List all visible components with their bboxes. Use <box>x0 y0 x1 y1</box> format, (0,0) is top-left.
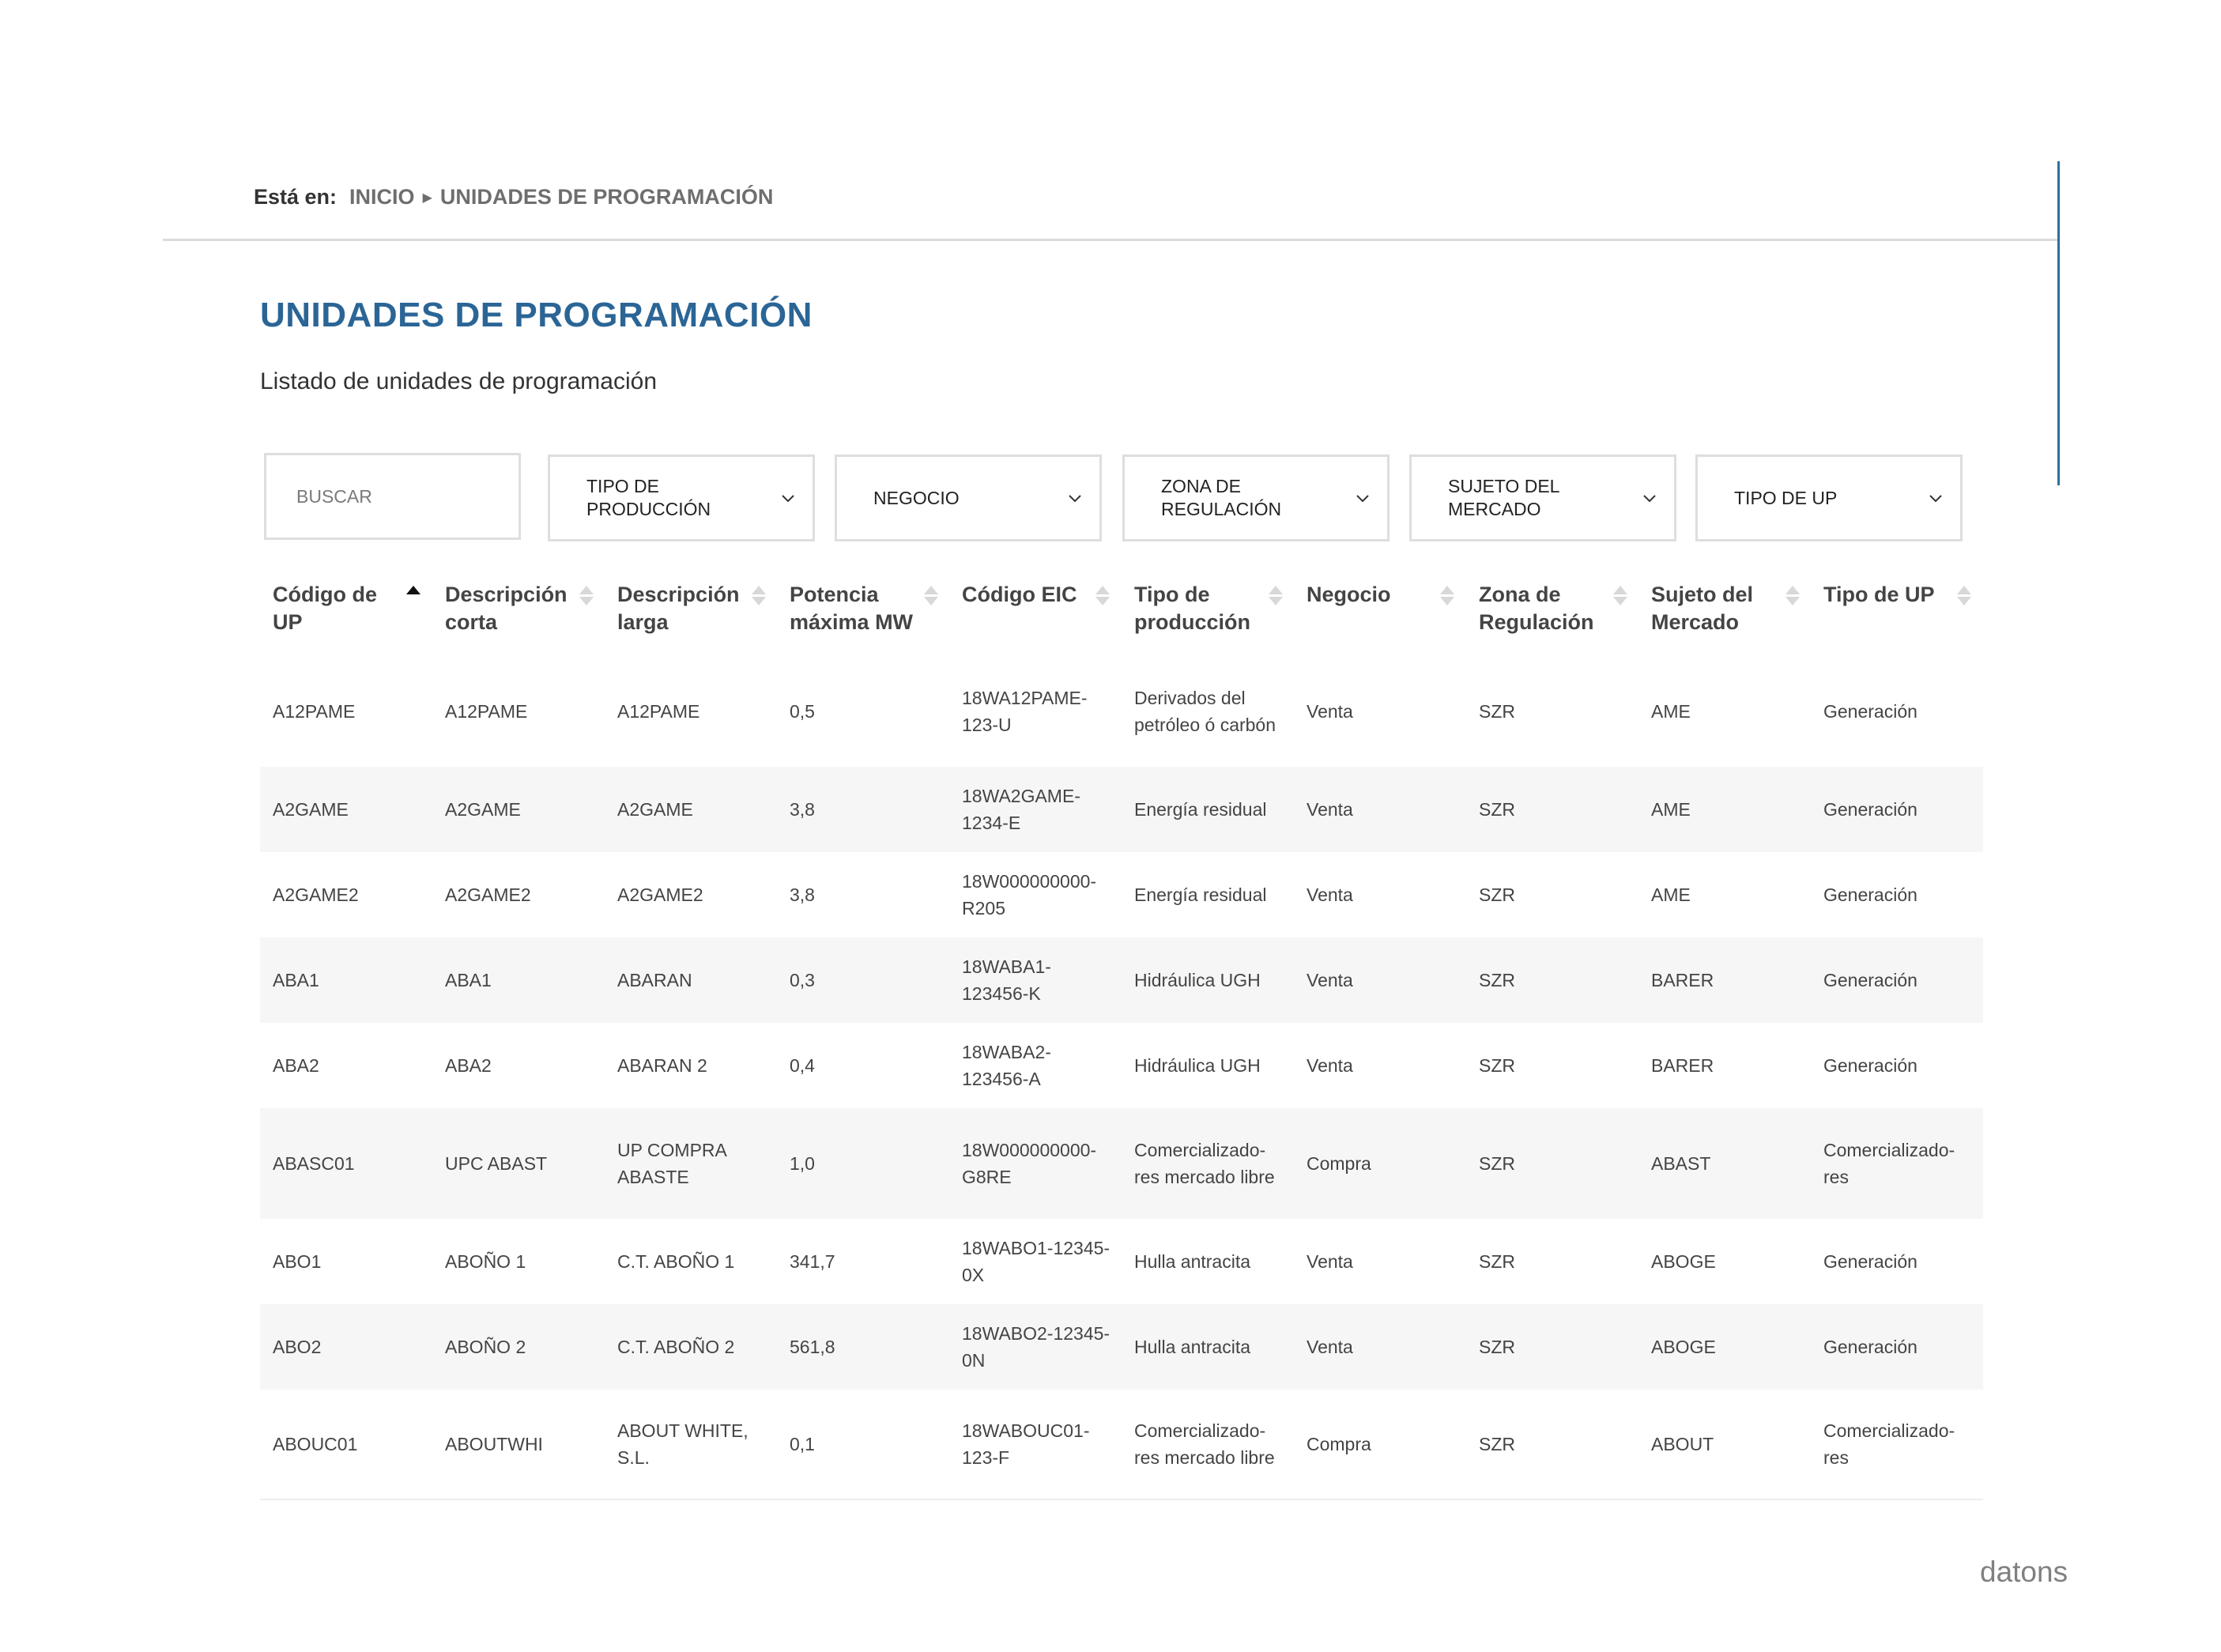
breadcrumb-link-inicio[interactable]: INICIO <box>349 185 415 209</box>
table-cell: A2GAME2 <box>445 884 531 905</box>
table-cell: ABO1 <box>273 1251 322 1272</box>
table-cell: AME <box>1651 799 1691 820</box>
sort-icon[interactable] <box>579 581 594 656</box>
table-cell: Venta <box>1307 970 1353 990</box>
table-cell: A2GAME <box>617 799 693 820</box>
table-row[interactable] <box>260 937 1983 1023</box>
table-cell: A12PAME <box>617 701 700 722</box>
table-cell: ABARAN <box>617 970 692 990</box>
column-header[interactable] <box>1638 573 1811 656</box>
filter-label: TIPO DE UP <box>1734 487 1838 508</box>
table-cell: SZR <box>1479 1153 1515 1174</box>
filter-label: ZONA DE REGULACIÓN <box>1161 476 1282 519</box>
table-cell: 3,8 <box>790 884 815 905</box>
table-cell: SZR <box>1479 884 1515 905</box>
sort-icon[interactable] <box>924 581 938 656</box>
table-row[interactable] <box>260 1219 1983 1304</box>
table-cell: 341,7 <box>790 1251 835 1272</box>
column-header-label: Código de UP <box>273 583 377 634</box>
column-header-label: Sujeto del Mercado <box>1651 583 1754 634</box>
chevron-down-icon <box>779 489 797 507</box>
table-cell: 18WABA1-123456-K <box>962 956 1051 1004</box>
column-header[interactable] <box>1122 573 1294 656</box>
search-box <box>264 453 521 540</box>
table-cell: ABOÑO 2 <box>445 1337 526 1357</box>
table-cell: Generación <box>1823 884 1917 905</box>
table-cell: 18WA12PAME-123-U <box>962 688 1088 735</box>
table-cell: ABARAN 2 <box>617 1055 707 1076</box>
column-header-label: Tipo de producción <box>1134 583 1250 634</box>
table-cell: A2GAME2 <box>273 884 359 905</box>
table-cell: SZR <box>1479 1434 1515 1454</box>
breadcrumb <box>254 185 773 209</box>
filter-sujeto-mercado[interactable] <box>1409 454 1676 541</box>
table-row[interactable] <box>260 1390 1983 1500</box>
column-header[interactable] <box>432 573 605 656</box>
table-cell: Energía residual <box>1134 799 1267 820</box>
units-table <box>260 573 1983 1500</box>
triangle-right-icon: ▶ <box>422 190 432 205</box>
filter-tipo-produccion[interactable] <box>548 454 815 541</box>
table-cell: ABOGE <box>1651 1251 1716 1272</box>
table-cell: ABOUT WHITE, S.L. <box>617 1420 749 1468</box>
table-cell: Venta <box>1307 884 1353 905</box>
sort-icon[interactable] <box>1785 581 1800 656</box>
table-cell: Hidráulica UGH <box>1134 1055 1261 1076</box>
table-cell: UPC ABAST <box>445 1153 548 1174</box>
column-header-label: Código EIC <box>962 583 1077 606</box>
table-row[interactable] <box>260 656 1983 767</box>
column-header[interactable] <box>1811 573 1983 656</box>
header-divider <box>163 239 2058 241</box>
table-cell: 0,3 <box>790 970 815 990</box>
table-cell: ABOUTWHI <box>445 1434 543 1454</box>
table-cell: C.T. ABOÑO 1 <box>617 1251 735 1272</box>
table-cell: BARER <box>1651 1055 1714 1076</box>
table-cell: ABA2 <box>273 1055 319 1076</box>
table-cell: 0,5 <box>790 701 815 722</box>
column-header[interactable] <box>605 573 777 656</box>
table-cell: Hidráulica UGH <box>1134 970 1261 990</box>
page-title: UNIDADES DE PROGRAMACIÓN <box>260 296 813 334</box>
sort-icon[interactable] <box>1439 581 1455 656</box>
column-header-label: Descripción corta <box>445 583 568 634</box>
column-header[interactable] <box>777 573 949 656</box>
table-cell: Hulla antracita <box>1134 1251 1251 1272</box>
table-cell: ABOÑO 1 <box>445 1251 526 1272</box>
chevron-down-icon <box>1927 489 1944 507</box>
chevron-down-icon <box>1354 489 1371 507</box>
table-cell: ABA1 <box>445 970 492 990</box>
table-cell: Energía residual <box>1134 884 1267 905</box>
table-cell: SZR <box>1479 1337 1515 1357</box>
table-cell: Generación <box>1823 701 1917 722</box>
table-cell: Compra <box>1307 1153 1371 1174</box>
table-row[interactable] <box>260 852 1983 937</box>
column-header-label: Tipo de UP <box>1823 583 1935 606</box>
table-cell: C.T. ABOÑO 2 <box>617 1337 735 1357</box>
table-cell: ABOGE <box>1651 1337 1716 1357</box>
sort-icon[interactable] <box>1956 581 1972 656</box>
filter-label: NEGOCIO <box>873 487 960 508</box>
table-cell: ABA2 <box>445 1055 492 1076</box>
column-header-label: Descripción larga <box>617 583 740 634</box>
table-cell: SZR <box>1479 1055 1515 1076</box>
table-cell: SZR <box>1479 970 1515 990</box>
table-cell: 0,1 <box>790 1434 815 1454</box>
table-cell: Venta <box>1307 799 1353 820</box>
table-cell: Venta <box>1307 701 1353 722</box>
page-subtitle: Listado de unidades de programación <box>260 368 658 394</box>
table-cell: 18WABA2-123456-A <box>962 1042 1051 1089</box>
table-cell: Venta <box>1307 1055 1353 1076</box>
column-header-label: Negocio <box>1307 583 1391 606</box>
column-header[interactable] <box>260 573 432 656</box>
table-cell: 18WA2GAME-1234-E <box>962 786 1080 833</box>
table-cell: Generación <box>1823 1251 1917 1272</box>
sort-icon[interactable] <box>1269 581 1283 656</box>
column-header[interactable] <box>1294 573 1466 656</box>
table-cell: 18W000000000-R205 <box>962 871 1097 918</box>
breadcrumb-current: UNIDADES DE PROGRAMACIÓN <box>439 185 774 209</box>
table-row[interactable] <box>260 1023 1983 1108</box>
table-cell: AME <box>1651 884 1691 905</box>
table-cell: A2GAME <box>273 799 349 820</box>
search-input[interactable] <box>266 455 518 537</box>
table-cell: BARER <box>1651 970 1714 990</box>
sort-ascending-icon[interactable] <box>406 581 421 656</box>
table-body <box>260 656 1983 1500</box>
column-header-label: Potencia máxima MW <box>790 583 914 634</box>
table-cell: SZR <box>1479 799 1515 820</box>
table-cell: ABA1 <box>273 970 319 990</box>
table-cell: 561,8 <box>790 1337 835 1357</box>
table-cell: ABOUC01 <box>273 1434 358 1454</box>
sort-icon[interactable] <box>752 581 766 656</box>
table-cell: Venta <box>1307 1337 1353 1357</box>
table-cell: Venta <box>1307 1251 1353 1272</box>
table-header <box>260 573 1983 656</box>
table-cell: Generación <box>1823 970 1917 990</box>
table-cell: 0,4 <box>790 1055 815 1076</box>
chevron-down-icon <box>1066 489 1084 507</box>
table-cell: Comercializado-res <box>1823 1140 1955 1187</box>
table-cell: Comercializado-res <box>1823 1420 1955 1468</box>
table-cell: A12PAME <box>273 701 356 722</box>
table-row[interactable] <box>260 1304 1983 1390</box>
table-cell: A12PAME <box>445 701 528 722</box>
table-cell: A2GAME2 <box>617 884 703 905</box>
table-cell: 1,0 <box>790 1153 815 1174</box>
table-row[interactable] <box>260 1108 1983 1219</box>
table-cell: Comercializado-res mercado libre <box>1134 1420 1275 1468</box>
table-cell: ABAST <box>1651 1153 1711 1174</box>
filter-negocio[interactable] <box>835 454 1102 541</box>
chevron-down-icon <box>1641 489 1658 507</box>
table-cell: SZR <box>1479 701 1515 722</box>
table-cell: SZR <box>1479 1251 1515 1272</box>
table-cell: 18WABO2-12345-0N <box>962 1323 1110 1371</box>
filter-label: SUJETO DEL MERCADO <box>1448 476 1559 519</box>
watermark: datons <box>1980 1556 2068 1588</box>
table-cell: Generación <box>1823 799 1917 820</box>
table-cell: 18WABOUC01-123-F <box>962 1420 1090 1468</box>
column-header-label: Zona de Regulación <box>1479 583 1594 634</box>
filter-bar <box>264 454 1963 543</box>
table-row[interactable] <box>260 767 1983 852</box>
sort-icon[interactable] <box>1095 581 1110 656</box>
table-cell: UP COMPRA ABASTE <box>617 1140 726 1187</box>
filter-label: TIPO DE PRODUCCIÓN <box>586 476 711 519</box>
column-header[interactable] <box>949 573 1122 656</box>
filter-zona-regulacion[interactable] <box>1122 454 1390 541</box>
table-cell: ABASC01 <box>273 1153 355 1174</box>
table-cell: AME <box>1651 701 1691 722</box>
table-cell: A2GAME <box>445 799 521 820</box>
table-cell: ABO2 <box>273 1337 322 1357</box>
column-header[interactable] <box>1466 573 1638 656</box>
sort-icon[interactable] <box>1613 581 1627 656</box>
table-cell: Generación <box>1823 1055 1917 1076</box>
table-cell: Hulla antracita <box>1134 1337 1251 1357</box>
table-cell: Compra <box>1307 1434 1371 1454</box>
table-cell: Derivados del petróleo ó carbón <box>1134 688 1276 735</box>
table-cell: Comercializado-res mercado libre <box>1134 1140 1275 1187</box>
filter-tipo-up[interactable] <box>1695 454 1963 541</box>
table-cell: 3,8 <box>790 799 815 820</box>
table-cell: Generación <box>1823 1337 1917 1357</box>
table-cell: 18WABO1-12345-0X <box>962 1238 1110 1285</box>
table-cell: 18W000000000-G8RE <box>962 1140 1097 1187</box>
breadcrumb-label: Está en: <box>254 185 337 209</box>
table-cell: ABOUT <box>1651 1434 1714 1454</box>
accent-line <box>2057 161 2060 485</box>
